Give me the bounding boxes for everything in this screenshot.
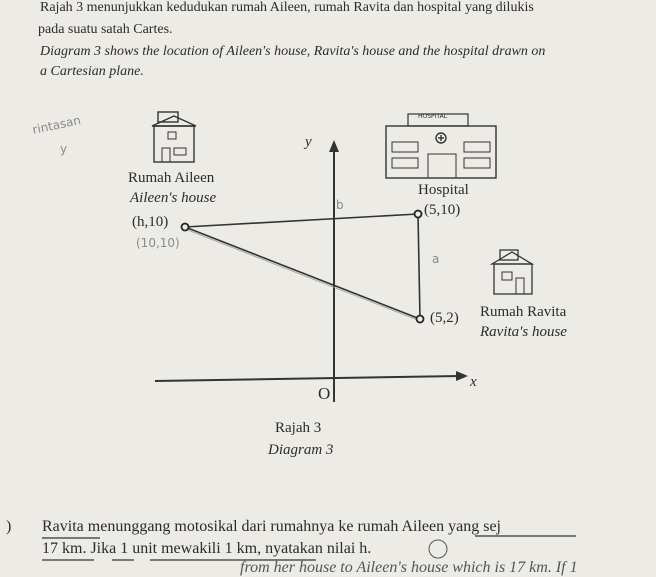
intro-line1-ms: Rajah 3 menunjukkan kedudukan rumah Aileen, rumah Ravita dan hospital yang dilukis xyxy=(40,0,534,15)
pencil-note: rintasan xyxy=(31,113,83,137)
question-line3-en: from her house to Aileen's house which is 17 km. If 1 xyxy=(240,559,578,576)
aileen-coord: (h,10) xyxy=(132,214,169,230)
question-line1: Ravita menunggang motosikal dari rumahnya ke rumah Aileen yang sej xyxy=(42,518,501,535)
caption-ms: Rajah 3 xyxy=(275,420,322,436)
y-axis-label: y xyxy=(305,134,312,150)
intro-line2-ms: pada suatu satah Cartes. xyxy=(38,22,173,37)
aileen-name-ms: Rumah Aileen xyxy=(128,170,215,186)
ravita-name-en: Ravita's house xyxy=(480,324,567,340)
hospital-sign: HOSPITAL xyxy=(418,113,448,120)
pencil-b-note: b xyxy=(336,198,344,212)
caption-en: Diagram 3 xyxy=(268,442,334,458)
pencil-y-note: y xyxy=(60,142,68,156)
intro-line2-en: a Cartesian plane. xyxy=(40,64,144,79)
ravita-name-ms: Rumah Ravita xyxy=(480,304,567,320)
origin-label: O xyxy=(318,384,331,403)
question-marker: ) xyxy=(6,518,12,535)
hospital-coord: (5,10) xyxy=(424,202,461,218)
aileen-name-en: Aileen's house xyxy=(130,190,217,206)
ravita-coord: (5,2) xyxy=(430,310,459,326)
question-line2: 17 km. Jika 1 unit mewakili 1 km, nyatakan nilai h. xyxy=(42,540,372,557)
hospital-name-en: Hospital xyxy=(418,182,469,198)
pencil-aileen-coord: (10,10) xyxy=(136,236,180,250)
intro-line1-en: Diagram 3 shows the location of Aileen's house, Ravita's house and the hospital drawn on xyxy=(40,44,546,59)
x-axis-label: x xyxy=(470,374,477,390)
pencil-a-note: a xyxy=(432,252,440,266)
